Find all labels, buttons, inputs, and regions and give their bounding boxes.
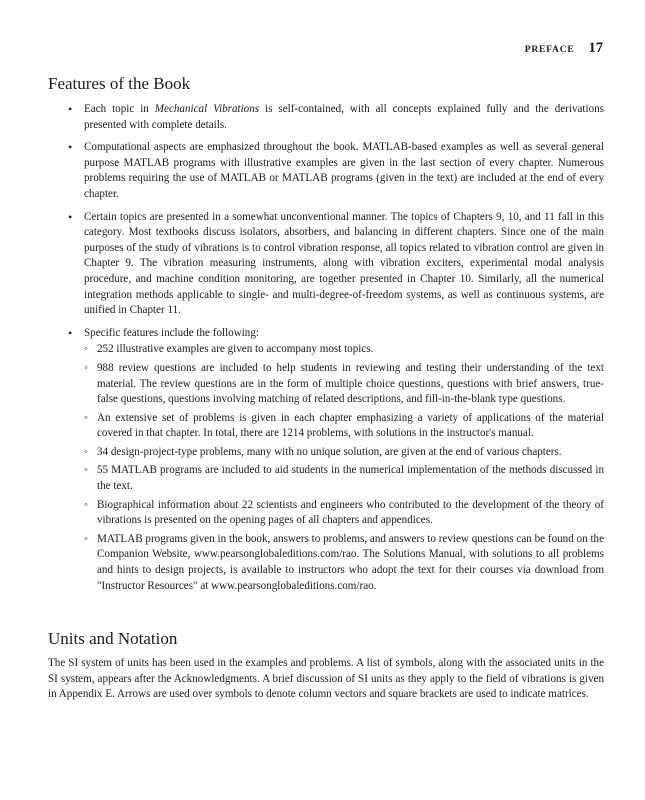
units-heading: Units and Notation xyxy=(48,629,178,648)
sub-item: ◦ 55 MATLAB programs are included to aid students in the numerical implementation of the methods discussed in the text. xyxy=(84,463,604,494)
feature-2-text: Computational aspects are emphasized throughout the book. MATLAB-based examples as well as several general purpose MATLAB programs with illustrative examples are given in the last section of every chapter. Numerous problems requiring the use of MATLAB or MATLAB programs (given in the text) are included at the end of every chapter. xyxy=(84,141,604,200)
running-head xyxy=(525,40,603,57)
sub-item: ◦ 34 design-project-type problems, many with no unique solution, are given at the end of various chapters. xyxy=(84,445,604,461)
feature-4-text: Specific features include the following: xyxy=(84,326,259,339)
feature-3-text: Certain topics are presented in a somewhat unconventional manner. The topics of Chapters 9, 10, and 11 fall in this category. Most textbooks discuss isolators, absorbers, and balancing in different chapters. Since one of the main purposes of the study of vibrations is to control vibration response, all topics related to vibration control are given in Chapter 9. The vibration measuring instruments, along with vibration exciters, experimental modal analysis procedure, and machine condition monitoring, are together presented in Chapter 10. Similarly, all the numerical integration methods applicable to single- and multi-degree-of-freedom systems, as well as continuous systems, are unified in Chapter 11. xyxy=(84,210,604,317)
book-title: Mechanical Vibrations xyxy=(154,103,260,115)
feature-1-pre: Each topic in xyxy=(84,103,155,115)
features-heading: Features of the Book xyxy=(48,74,191,93)
feature-bullet-1 xyxy=(48,102,604,133)
sub-item: ◦ An extensive set of problems is given in each chapter emphasizing a variety of applications of the material covered in that chapter. In total, there are 1214 problems, with solutions in the instructor's manual. xyxy=(84,411,604,442)
sub-item: ◦ Biographical information about 22 scientists and engineers who contributed to the development of the theory of vibrations is presented on the opening pages of all chapters and appendices. xyxy=(84,498,604,529)
feature-1-post: is self-contained, with all concepts explained fully and the derivations presented with complete details. xyxy=(84,103,604,131)
specific-features-list xyxy=(84,342,604,594)
features-list xyxy=(48,102,604,601)
feature-bullet-2 xyxy=(48,140,604,202)
units-paragraph: The SI system of units has been used in the examples and problems. A list of symbols, along with the associated units in the SI system, appears after the Acknowledgments. A brief discussion of SI units as they apply to the field of vibrations is given in Appendix E. Arrows are used over symbols to denote column vectors and square brackets are used to indicate matrices. xyxy=(48,657,604,701)
running-head-label: PREFACE xyxy=(524,45,575,55)
sub-item: ◦ MATLAB programs given in the book, answers to problems, and answers to review questions can be found on the Companion Website, www.pearsonglobaleditions.com/rao. The Solutions Manual, with solutions to all problems and hints to design projects, is available to instructors who adopt the text for their courses via download from "Instructor Resources" at www.pearsonglobaleditions.com/rao. xyxy=(84,532,604,594)
sub-item: ◦ 252 illustrative examples are given to accompany most topics. xyxy=(84,342,604,358)
feature-bullet-3 xyxy=(48,210,604,319)
feature-bullet-4 xyxy=(48,326,604,595)
sub-item: ◦ 988 review questions are included to help students in reviewing and testing their understanding of the text material. The review questions are in the form of multiple choice questions, questions with brief answers, true-false questions, questions involving matching of related descriptions, and fill-in-the-blank type questions. xyxy=(84,361,604,408)
page-number: 17 xyxy=(588,40,603,56)
